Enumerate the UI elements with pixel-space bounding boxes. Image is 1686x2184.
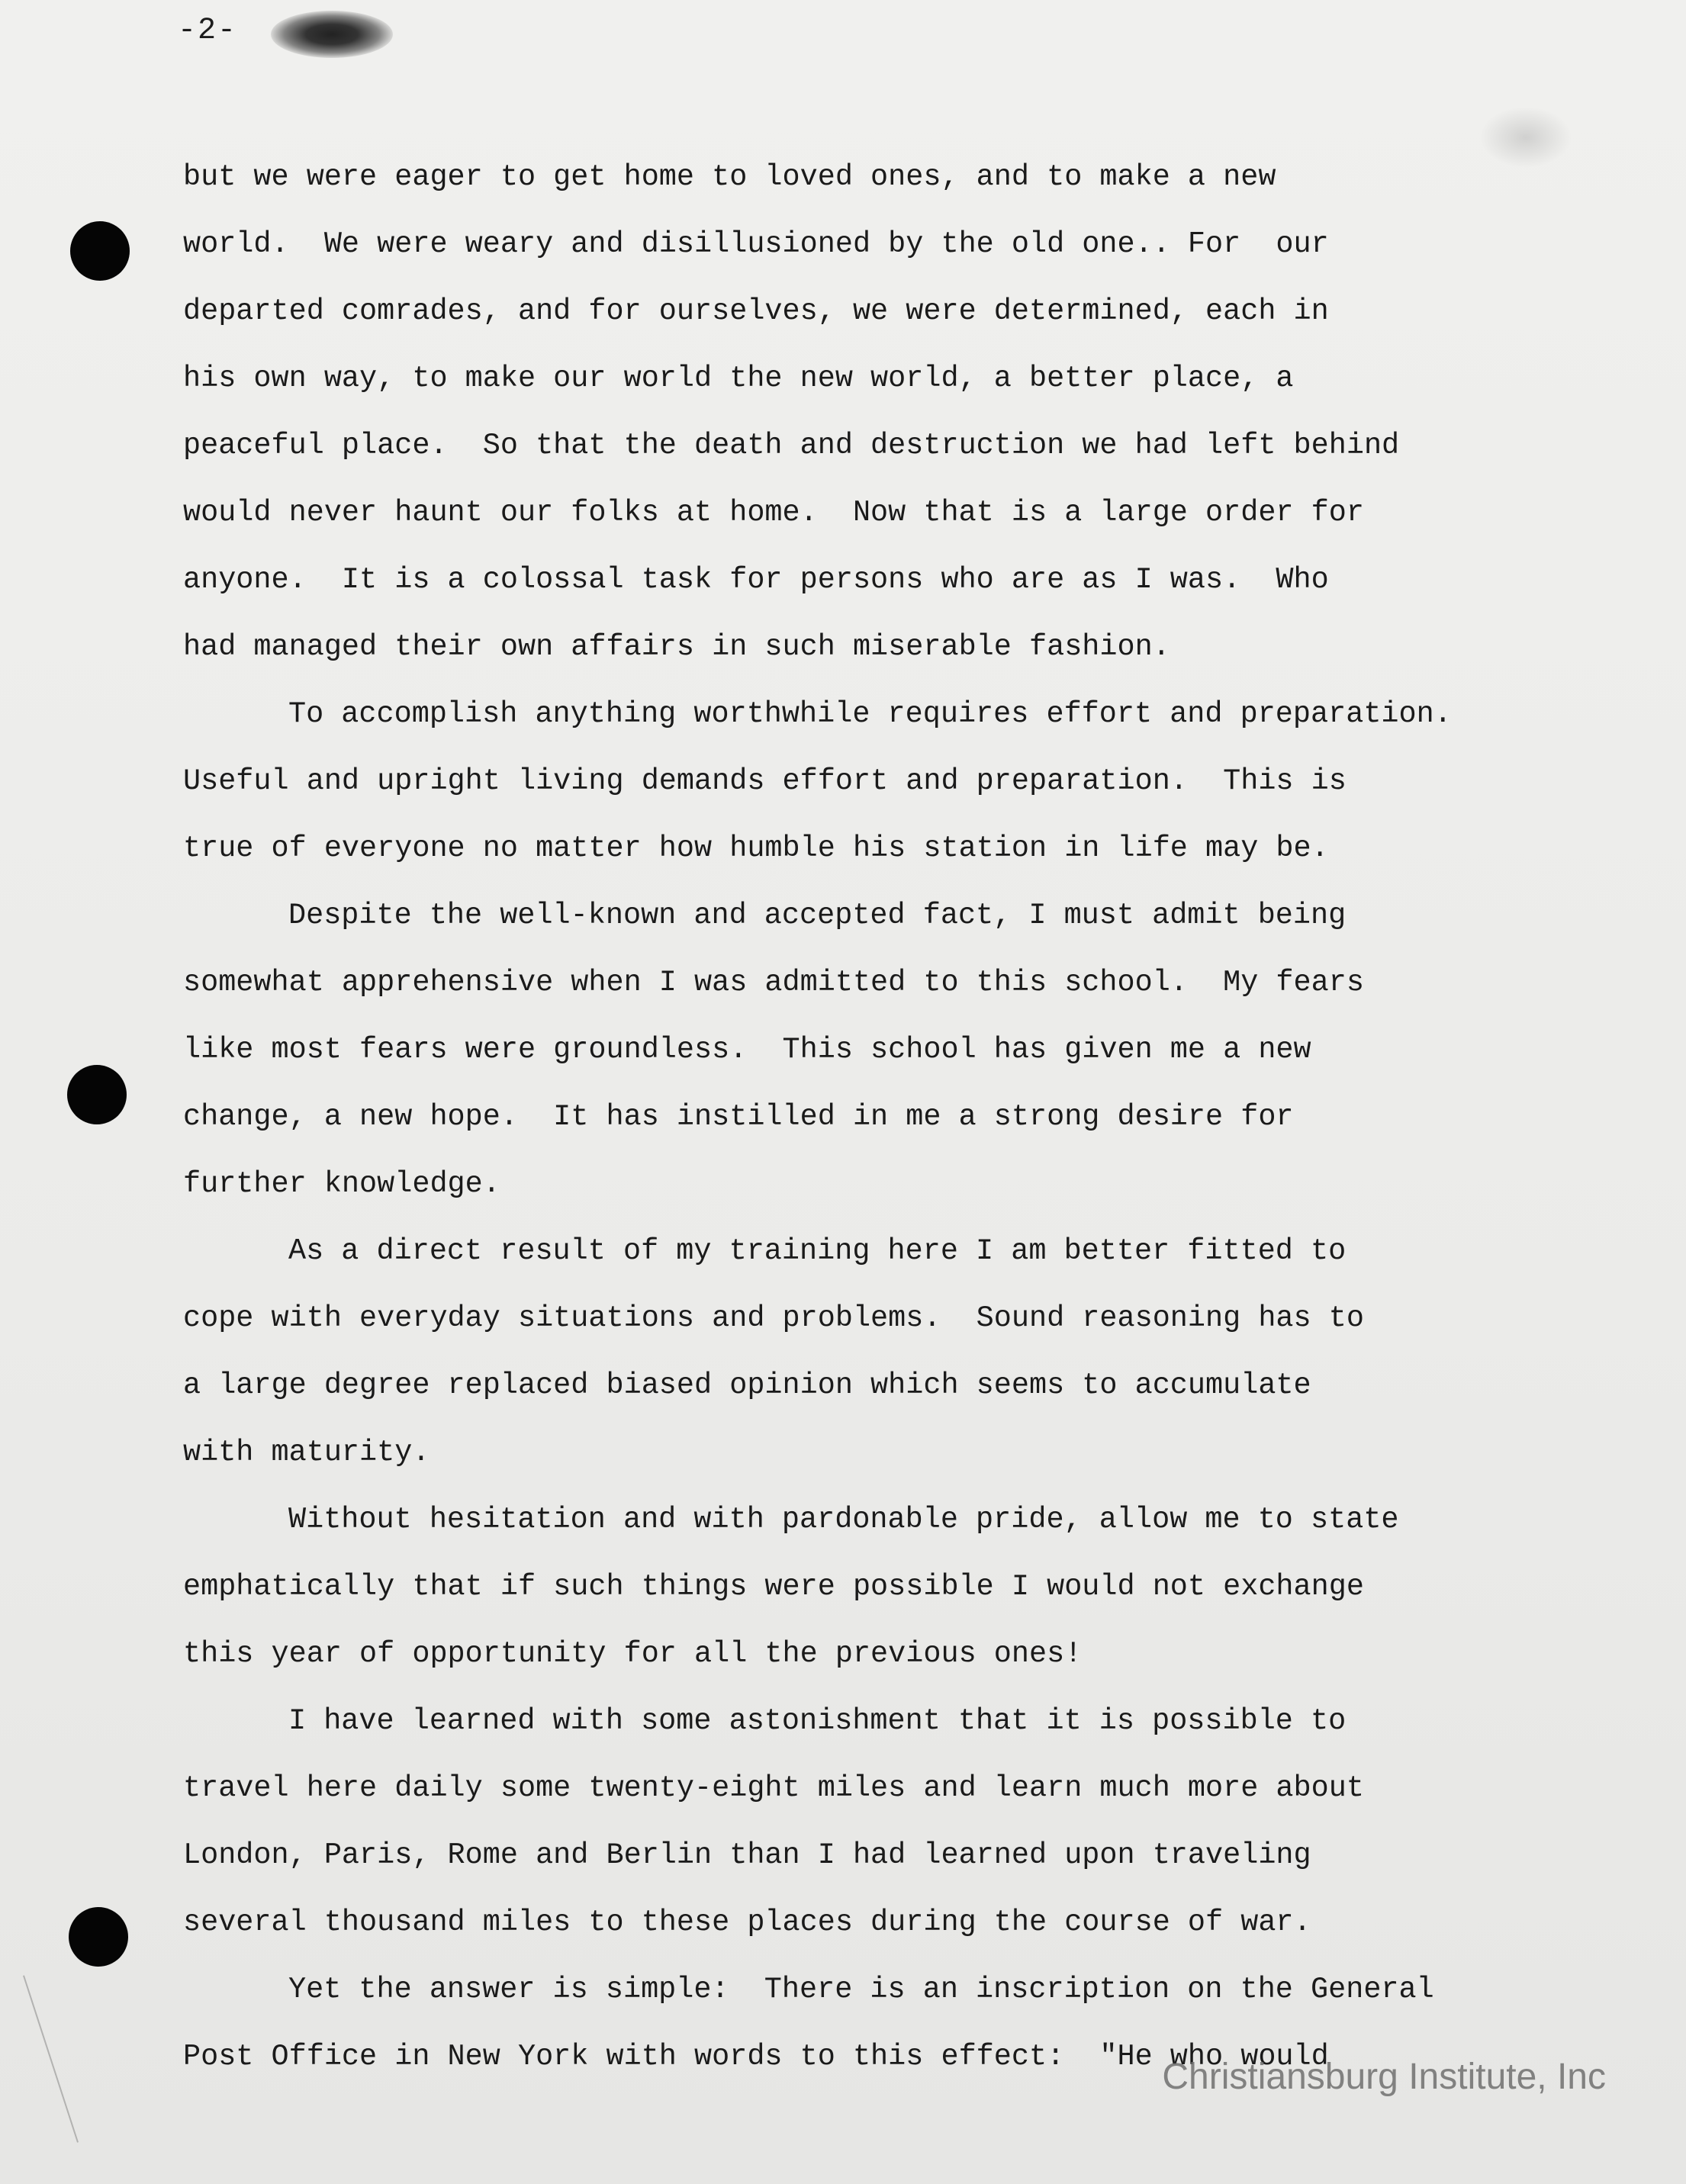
text-line: Despite the well-known and accepted fact, I must admit being (288, 899, 1347, 932)
text-line: To accomplish anything worthwhile requires effort and preparation. (288, 697, 1452, 731)
text-line: this year of opportunity for all the previous ones! (183, 1637, 1083, 1671)
text-line: change, a new hope. It has instilled in me a strong desire for (183, 1100, 1294, 1134)
text-line: Yet the answer is simple: There is an inscription on the General (288, 1973, 1434, 2006)
typed-body-text (183, 143, 1633, 2090)
text-line: London, Paris, Rome and Berlin than I had learned upon traveling (183, 1838, 1311, 1872)
fold-mark (23, 1975, 79, 2142)
text-line: cope with everyday situations and problems. Sound reasoning has to (183, 1301, 1364, 1335)
punch-hole (67, 1065, 127, 1124)
text-line: further knowledge. (183, 1167, 500, 1201)
page-number: -2- (178, 14, 238, 48)
text-line: travel here daily some twenty-eight miles and learn much more about (183, 1771, 1364, 1805)
text-line: departed comrades, and for ourselves, we were determined, each in (183, 294, 1329, 328)
text-line: Useful and upright living demands effort and preparation. This is (183, 764, 1347, 798)
text-line: a large degree replaced biased opinion which seems to accumulate (183, 1369, 1311, 1402)
text-line: I have learned with some astonishment that it is possible to (288, 1704, 1347, 1738)
punch-hole (70, 221, 130, 281)
text-line: with maturity. (183, 1436, 430, 1469)
text-line: several thousand miles to these places during the course of war. (183, 1906, 1311, 1939)
text-line: true of everyone no matter how humble his station in life may be. (183, 831, 1329, 865)
ink-smudge (271, 11, 393, 58)
text-line: had managed their own affairs in such miserable fashion. (183, 630, 1170, 664)
text-line: would never haunt our folks at home. Now that is a large order for (183, 496, 1364, 529)
text-line: As a direct result of my training here I am better fitted to (288, 1234, 1347, 1268)
text-line: his own way, to make our world the new world, a better place, a (183, 362, 1294, 395)
text-line: peaceful place. So that the death and destruction we had left behind (183, 429, 1400, 462)
text-line: like most fears were groundless. This school has given me a new (183, 1033, 1311, 1066)
text-line: anyone. It is a colossal task for persons who are as I was. Who (183, 563, 1329, 597)
text-line: Without hesitation and with pardonable pride, allow me to state (288, 1503, 1399, 1536)
text-line: Post Office in New York with words to this effect: "He who would (183, 2040, 1329, 2073)
text-line: somewhat apprehensive when I was admitted to this school. My fears (183, 966, 1364, 999)
text-line: world. We were weary and disillusioned by the old one.. For our (183, 227, 1329, 261)
text-line: emphatically that if such things were possible I would not exchange (183, 1570, 1364, 1603)
text-line: but we were eager to get home to loved ones, and to make a new (183, 160, 1276, 194)
punch-hole (69, 1907, 128, 1967)
watermark: Christiansburg Institute, Inc (1162, 2057, 1606, 2097)
